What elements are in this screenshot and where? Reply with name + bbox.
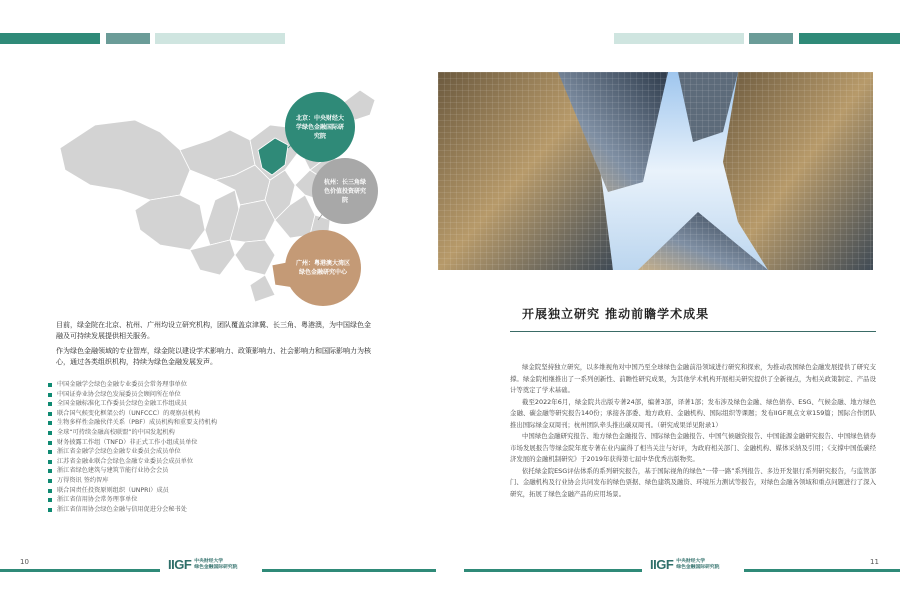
list-item: 浙江省绿色建筑与建筑节能行业协会会员 — [48, 466, 368, 476]
logo-line-1: 中央财经大学 — [676, 558, 706, 564]
research-paragraph-2: 截至2022年6月，绿金院共出版专著24部，编著3部，译著1部；发布涉及绿色金融、绿色债券、ESG、气候金融、地方绿色金融、碳金融等研究报告140份；承接各部委、地方政府、金融机构、国际组织等课题；发布IIGF观点文章159篇；国际合作团队推出国际绿金双周刊；杭州团队牵头推出碳双周刊。（研究成果详见附录1） — [510, 397, 876, 429]
beijing-bubble — [285, 92, 355, 162]
list-item: 全国金融标准化工作委员会绿色金融工作组成员 — [48, 399, 368, 409]
logo-line-2: 绿色金融国际研究院 — [676, 564, 720, 570]
footer-line-right-a — [464, 569, 642, 572]
top-bar-right-1 — [614, 33, 744, 44]
heading-divider — [510, 331, 876, 332]
list-item: 江苏省金融业联合会绿色金融专业委员会成员单位 — [48, 457, 368, 467]
beijing-label: 北京：中央财经大学绿色金融国际研究院 — [295, 114, 344, 140]
top-bar-right-3 — [799, 33, 900, 44]
top-bar-left-2 — [106, 33, 150, 44]
research-paragraph-3: 中国绿色金融研究报告、地方绿色金融报告、国际绿色金融报告、中国气候融资报告、中国能源金融研究报告、中国绿色债券市场发展报告等绿金院年度专著在业内赢得了相当关注与好评，为政府相关部门、金融机构、媒体采纳及引用；《支撑中国低碳经济发展的金融机制研究》于2019年获得第七届中华优秀出版物奖。 — [510, 432, 876, 463]
footer-logo-right — [650, 557, 719, 572]
list-item: 全球“可持续金融高校联盟”的中国发起机构 — [48, 428, 368, 438]
hangzhou-bubble — [312, 158, 378, 224]
footer-line-right-b — [744, 569, 900, 572]
section-heading: 开展独立研究 推动前瞻学术成果 — [522, 307, 710, 321]
list-item: 浙江省信用协会常务理事单位 — [48, 495, 368, 505]
list-item: 中国金融学会绿色金融专业委员会常务理事单位 — [48, 380, 368, 390]
list-item: 中国证券业协会绿色发展委员会顾问所在单位 — [48, 390, 368, 400]
hangzhou-label: 杭州：长三角绿色价值投资研究院 — [323, 178, 366, 204]
research-paragraph-1: 绿金院坚持独立研究，以多维视角对中国乃至全球绿色金融前沿领域进行研究和探索，为推动我国绿色金融发展提供了研究支撑。绿金院相继推出了一系列创新性、前瞻性研究成果，为其他学术机构开展相关研究提供了全新视点，为相关政策制定、产品设计等奠定了学术基础。 — [510, 363, 876, 394]
logo-line-2: 绿色金融国际研究院 — [194, 564, 238, 570]
iigf-logo-mark: IIGF — [168, 557, 192, 572]
top-bar-right-2 — [749, 33, 793, 44]
list-item: 生物多样性金融伙伴关系（PBF）成员机构和重要支持机构 — [48, 418, 368, 428]
list-item: 联合国责任投资原则组织（UNPRI）成员 — [48, 486, 368, 496]
list-item: 浙江省金融学会绿色金融专业委员会成员单位 — [48, 447, 368, 457]
guangzhou-bubble — [285, 230, 361, 306]
list-item: 浙江省信用协会绿色金融与信用促进分会秘书处 — [48, 505, 368, 515]
intro-paragraph-2: 作为绿色金融领域的专业智库，绿金院以建设学术影响力、政策影响力、社会影响力和国际影响力为核心，通过各类组织机构，持续为绿色金融发展发声。 — [56, 347, 371, 366]
research-paragraph-4: 依托绿金院ESG评估体系的系列研究报告，基于国际视角的绿色“一带一路”系列报告、多边开发银行系列研究报告，与监管部门、金融机构及行业协会共同发布的绿色票据、绿色建筑及融资、环境压力测试等报告，对绿色金融各领域和重点问题进行了深入研究，拓展了绿色金融产品的应用场景。 — [510, 466, 876, 498]
footer-logo-left — [168, 557, 237, 572]
footer-line-left-b — [262, 569, 436, 572]
guangzhou-label: 广州：粤港澳大湾区绿色金融研究中心 — [295, 260, 350, 276]
logo-text — [676, 559, 719, 571]
skyscraper-photo — [438, 72, 873, 270]
logo-line-1: 中央财经大学 — [194, 558, 224, 564]
footer-line-left-a — [0, 569, 160, 572]
top-bar-left-1 — [0, 33, 100, 44]
page-number-right: 11 — [870, 558, 879, 566]
top-bar-left-3 — [155, 33, 285, 44]
page-number-left: 10 — [20, 558, 29, 566]
research-text — [510, 362, 876, 500]
intro-paragraph-1: 目前，绿金院在北京、杭州、广州均设立研究机构，团队覆盖京津冀、长三角、粤港澳，为中国绿色金融及可持续发展提供相关服务。 — [56, 321, 371, 340]
logo-text — [194, 559, 237, 571]
list-item: 财务披露工作组（TNFD）非正式工作小组成员单位 — [48, 438, 368, 448]
list-item: 万得资讯 签约智库 — [48, 476, 368, 486]
list-item: 联合国气候变化框架公约（UNFCCC）的观察员机构 — [48, 409, 368, 419]
membership-list — [48, 380, 368, 514]
iigf-logo-mark: IIGF — [650, 557, 674, 572]
